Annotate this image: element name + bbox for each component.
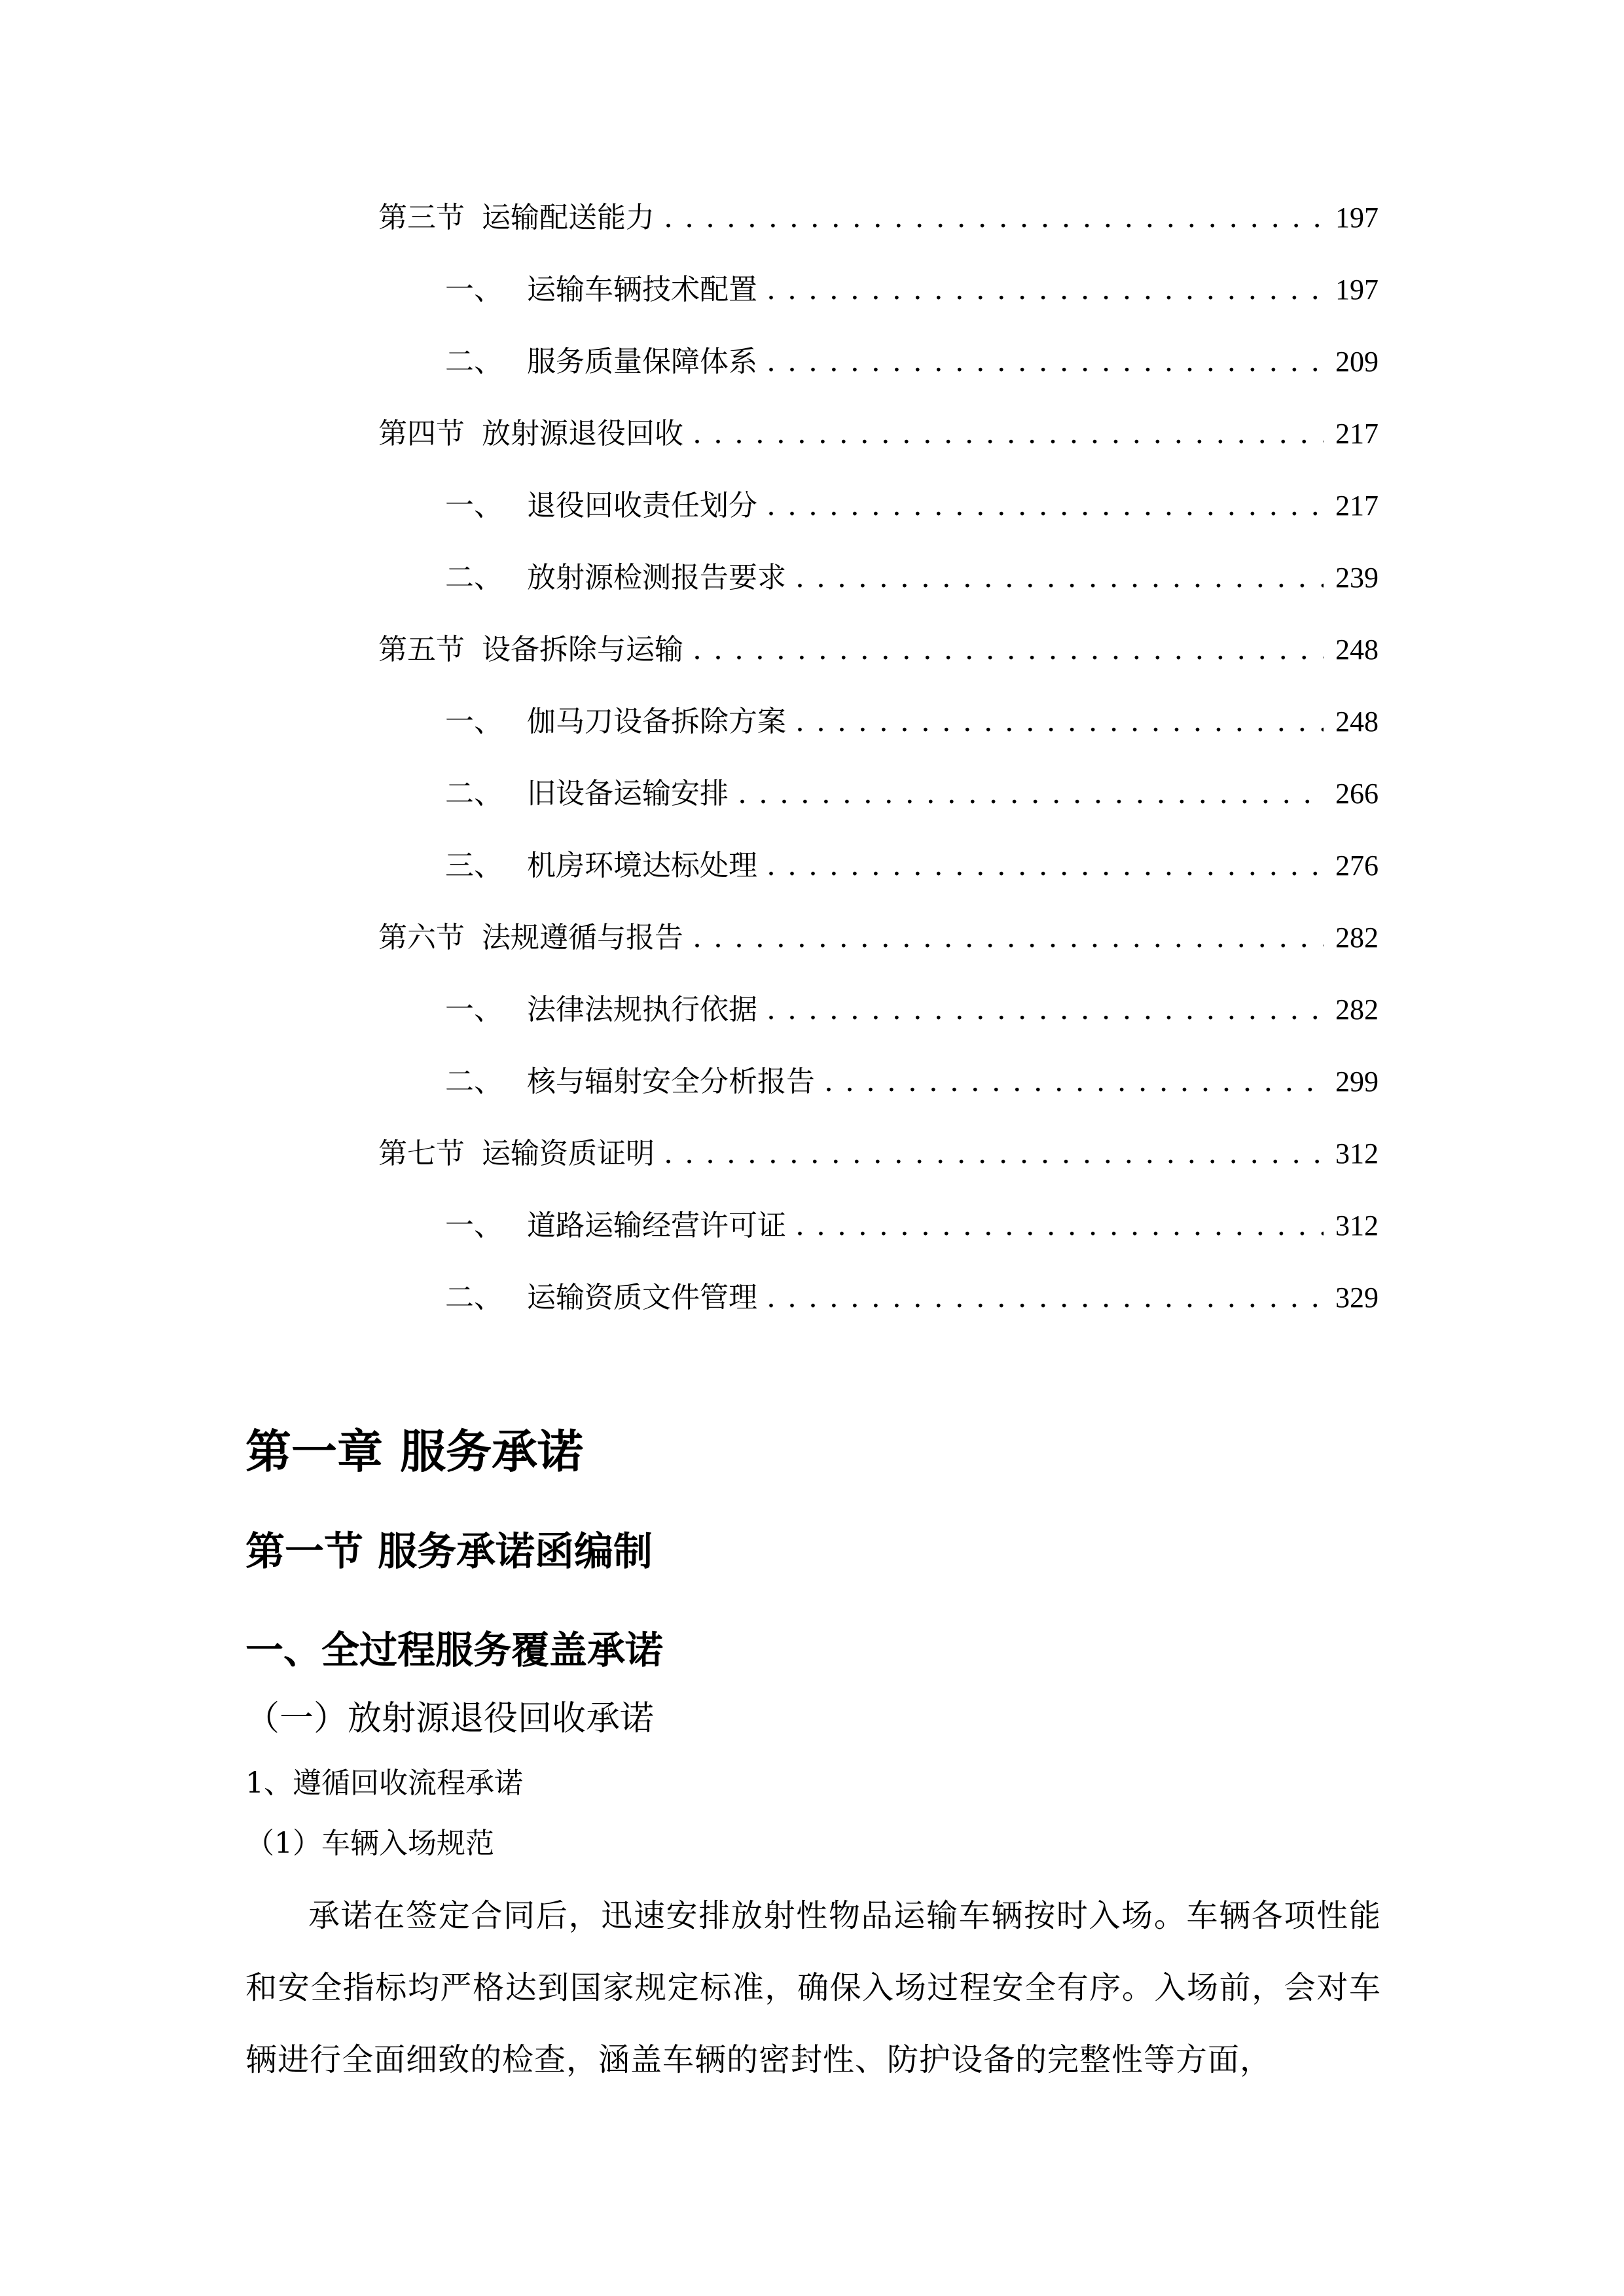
toc-leader-dots bbox=[664, 194, 1324, 242]
toc-entry-page: 248 bbox=[1335, 634, 1379, 666]
toc-entry-number: 三、 bbox=[445, 849, 503, 882]
toc-leader-dots bbox=[795, 554, 1324, 601]
toc-leader-dots bbox=[767, 482, 1324, 529]
subheading-level-2: （一）放射源退役回收承诺 bbox=[245, 1699, 655, 1738]
toc-entry-number: 二、 bbox=[445, 1281, 503, 1314]
toc-entry-number: 一、 bbox=[445, 489, 503, 522]
toc-entry-title: 运输资质证明 bbox=[482, 1137, 655, 1170]
toc-entry[interactable] bbox=[445, 482, 1379, 529]
toc-entry-number: 第四节 bbox=[378, 417, 465, 450]
toc-entry-page: 299 bbox=[1335, 1066, 1379, 1098]
toc-leader-dots bbox=[795, 1202, 1324, 1249]
toc-entry-number: 二、 bbox=[445, 777, 503, 810]
chapter-title: 服务承诺 bbox=[400, 1425, 583, 1479]
toc-entry[interactable] bbox=[445, 338, 1379, 386]
toc-entry-title: 道路运输经营许可证 bbox=[527, 1209, 786, 1242]
toc-entry[interactable] bbox=[378, 1130, 1379, 1177]
toc-entry[interactable] bbox=[445, 1274, 1379, 1321]
toc-entry-page: 312 bbox=[1335, 1210, 1379, 1242]
chapter-number: 第一章 bbox=[245, 1425, 383, 1479]
section-heading bbox=[245, 1522, 653, 1581]
toc-entry-page: 282 bbox=[1335, 994, 1379, 1026]
toc-entry-number: 第六节 bbox=[378, 921, 465, 954]
toc-entry[interactable] bbox=[378, 626, 1379, 673]
toc-entry-page: 217 bbox=[1335, 490, 1379, 522]
toc-entry-title: 放射源退役回收 bbox=[482, 417, 683, 450]
toc-leader-dots bbox=[693, 410, 1324, 457]
toc-leader-dots bbox=[664, 1130, 1324, 1177]
toc-entry-title: 法规遵循与报告 bbox=[482, 921, 683, 954]
toc-entry-number: 一、 bbox=[445, 273, 503, 306]
toc-entry-title: 服务质量保障体系 bbox=[527, 345, 757, 378]
toc-entry-title: 设备拆除与运输 bbox=[482, 633, 683, 666]
toc-leader-dots bbox=[767, 338, 1324, 386]
toc-entry[interactable] bbox=[445, 1202, 1379, 1249]
toc-entry-page: 329 bbox=[1335, 1282, 1379, 1314]
toc-leader-dots bbox=[795, 698, 1324, 745]
toc-entry-number: 第三节 bbox=[378, 201, 465, 234]
toc-entry[interactable] bbox=[445, 554, 1379, 601]
toc-entry-page: 248 bbox=[1335, 706, 1379, 738]
toc-leader-dots bbox=[767, 986, 1324, 1033]
toc-entry[interactable] bbox=[445, 770, 1379, 817]
toc-entry[interactable] bbox=[378, 914, 1379, 961]
toc-entry-number: 第五节 bbox=[378, 633, 465, 666]
toc-entry-page: 217 bbox=[1335, 418, 1379, 450]
toc-entry-number: 二、 bbox=[445, 1065, 503, 1098]
toc-entry-title: 机房环境达标处理 bbox=[527, 849, 757, 882]
toc-entry-page: 282 bbox=[1335, 922, 1379, 954]
toc-entry[interactable] bbox=[445, 698, 1379, 745]
toc-entry-number: 一、 bbox=[445, 993, 503, 1026]
toc-entry-page: 266 bbox=[1335, 778, 1379, 810]
toc-entry-number: 一、 bbox=[445, 705, 503, 738]
subheading-level-1: 一、全过程服务覆盖承诺 bbox=[245, 1628, 664, 1672]
toc-leader-dots bbox=[693, 914, 1324, 961]
toc-entry-title: 旧设备运输安排 bbox=[527, 777, 729, 810]
toc-entry-title: 运输车辆技术配置 bbox=[527, 273, 757, 306]
toc-leader-dots bbox=[767, 1274, 1324, 1321]
toc-leader-dots bbox=[693, 626, 1324, 673]
subheading-level-3: 1、遵循回收流程承诺 bbox=[245, 1767, 523, 1800]
toc-leader-dots bbox=[738, 770, 1324, 817]
toc-entry-number: 一、 bbox=[445, 1209, 503, 1242]
body-paragraph: 承诺在签定合同后，迅速安排放射性物品运输车辆按时入场。车辆各项性能和安全指标均严格达到国家规定标准，确保入场过程安全有序。入场前，会对车辆进行全面细致的检查，涵盖车辆的密封性、防护设备的完整性等方面， bbox=[245, 1897, 1381, 2078]
subheading-level-4: （1）车辆入场规范 bbox=[245, 1827, 494, 1860]
toc-entry[interactable] bbox=[445, 842, 1379, 889]
toc-entry-title: 法律法规执行依据 bbox=[527, 993, 757, 1026]
chapter-heading bbox=[245, 1419, 583, 1484]
toc-entry-number: 第七节 bbox=[378, 1137, 465, 1170]
toc-leader-dots bbox=[767, 842, 1324, 889]
toc-entry-title: 退役回收责任划分 bbox=[527, 489, 757, 522]
toc-entry[interactable] bbox=[378, 194, 1379, 242]
toc-leader-dots bbox=[767, 266, 1324, 314]
toc-entry-number: 二、 bbox=[445, 345, 503, 378]
section-title: 服务承诺函编制 bbox=[378, 1529, 653, 1575]
toc-entry-page: 209 bbox=[1335, 346, 1379, 378]
section-number: 第一节 bbox=[245, 1529, 363, 1575]
toc-entry-number: 二、 bbox=[445, 561, 503, 594]
toc-entry-title: 放射源检测报告要求 bbox=[527, 561, 786, 594]
toc-entry-page: 197 bbox=[1335, 202, 1379, 234]
toc-entry[interactable] bbox=[445, 986, 1379, 1033]
toc-leader-dots bbox=[824, 1058, 1324, 1105]
toc-entry-page: 276 bbox=[1335, 850, 1379, 882]
toc-entry[interactable] bbox=[378, 410, 1379, 457]
toc-entry[interactable] bbox=[445, 1058, 1379, 1105]
toc-entry-title: 核与辐射安全分析报告 bbox=[527, 1065, 815, 1098]
toc-entry-title: 运输资质文件管理 bbox=[527, 1281, 757, 1314]
toc-entry-page: 239 bbox=[1335, 562, 1379, 594]
toc-entry-title: 伽马刀设备拆除方案 bbox=[527, 705, 786, 738]
toc-entry-page: 197 bbox=[1335, 274, 1379, 306]
toc-entry-page: 312 bbox=[1335, 1138, 1379, 1170]
toc-entry[interactable] bbox=[445, 266, 1379, 314]
toc-entry-title: 运输配送能力 bbox=[482, 201, 655, 234]
